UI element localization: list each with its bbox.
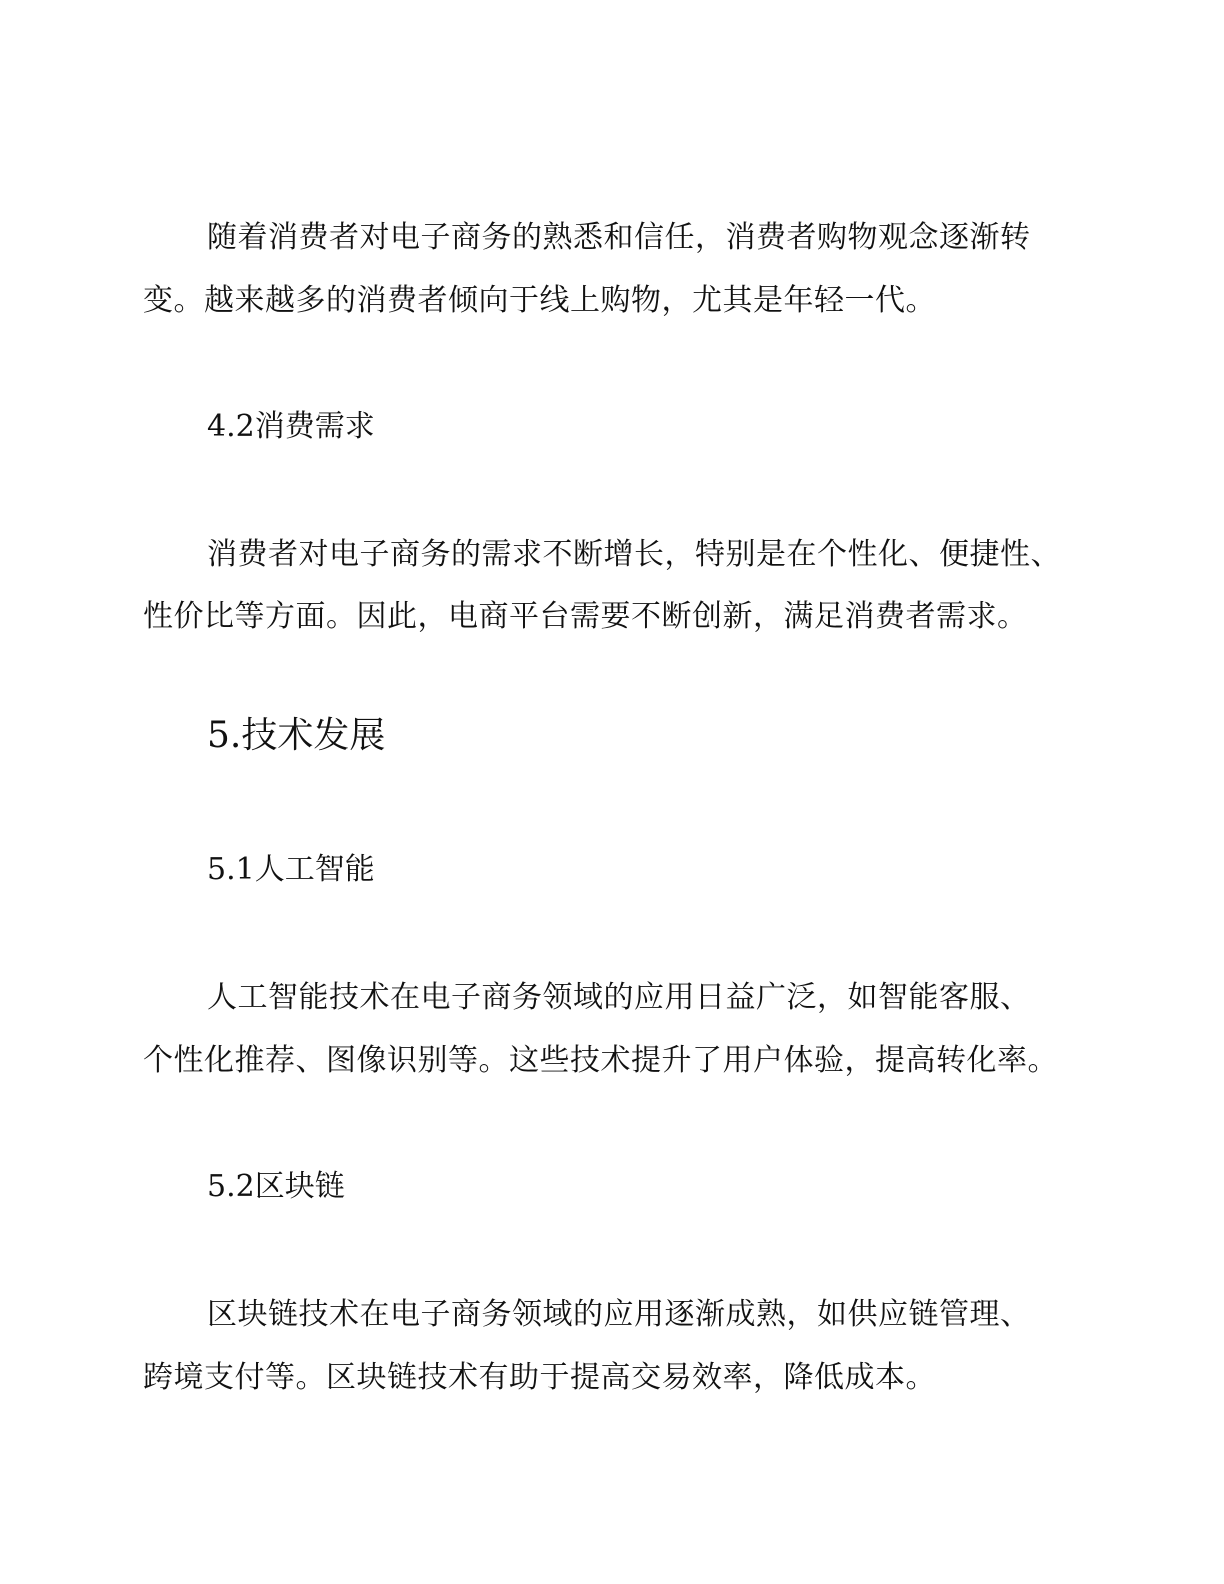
paragraph-line: 随着消费者对电子商务的熟悉和信任，消费者购物观念逐渐转 [207,220,1031,255]
paragraph-line: 人工智能技术在电子商务领域的应用日益广泛，如智能客服、 [207,980,1031,1015]
paragraph-line: 区块链技术在电子商务领域的应用逐渐成熟，如供应链管理、 [207,1297,1031,1332]
paragraph-line: 跨境支付等。区块链技术有助于提高交易效率，降低成本。 [143,1360,936,1395]
section-heading-5: 5.技术发展 [207,715,386,756]
paragraph-line: 个性化推荐、图像识别等。这些技术提升了用户体验，提高转化率。 [143,1043,1058,1078]
paragraph-line: 性价比等方面。因此，电商平台需要不断创新，满足消费者需求。 [143,599,1028,634]
paragraph-line: 变。越来越多的消费者倾向于线上购物，尤其是年轻一代。 [143,283,936,318]
section-heading-4-2: 4.2消费需求 [207,409,375,444]
section-heading-5-2: 5.2区块链 [207,1169,345,1204]
section-heading-5-1: 5.1人工智能 [207,852,375,887]
paragraph-line: 消费者对电子商务的需求不断增长，特别是在个性化、便捷性、 [207,537,1061,572]
